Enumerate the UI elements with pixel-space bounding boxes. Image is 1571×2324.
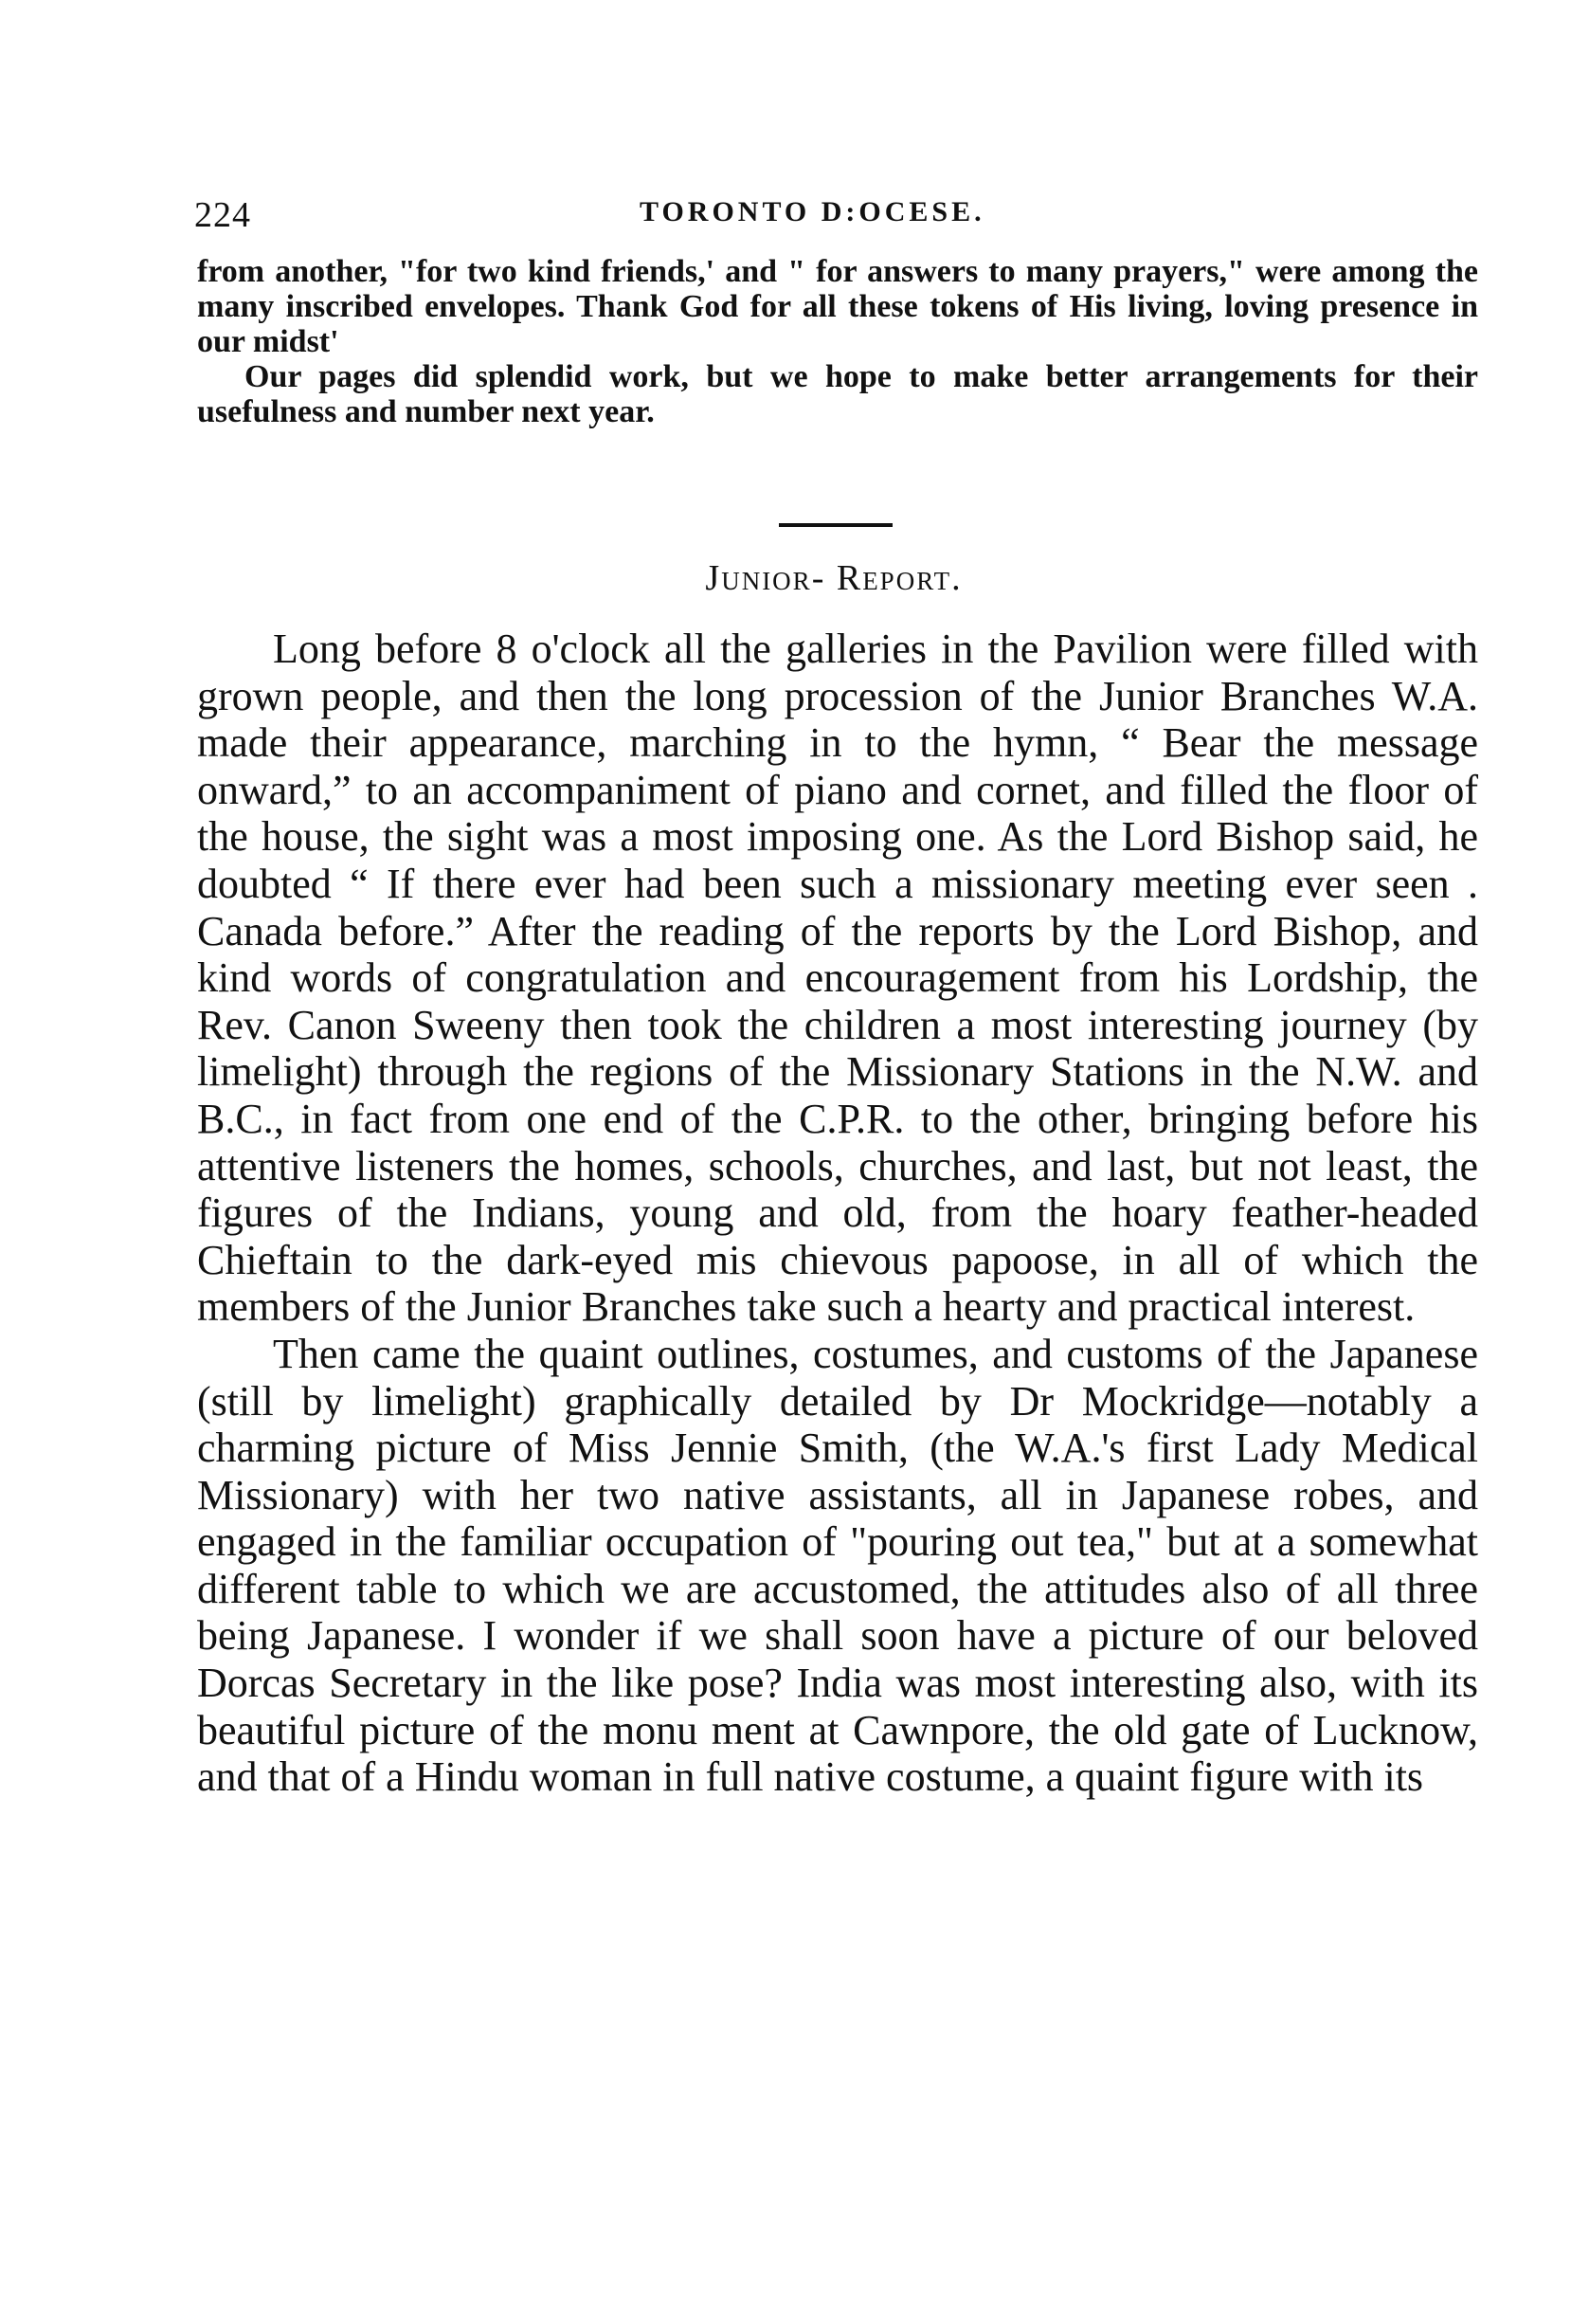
- section-body: [197, 626, 1478, 1801]
- running-title: TORONTO D:OCESE.: [640, 196, 985, 227]
- body-paragraph: Then came the quaint outlines, costumes, and customs of the Japanese (still by limelight) graphically detailed by Dr Mockridge—notably a charming picture of Miss Jennie Smith, (the W.A.'s first Lady Medical Missionary) with her two native assistants, all in Japanese robes, and engaged in the familiar occupation of "pouring out tea," but at a somewhat different table to which we are accustomed, the attitudes also of all three being Japanese. I wonder if we shall soon have a picture of our beloved Dorcas Secretary in the like pose? India was most interesting also, with its beautiful picture of the monu ment at Cawnpore, the old gate of Lucknow, and that of a Hindu woman in full native costume, a quaint figure with its: [197, 1330, 1478, 1801]
- running-head: [194, 194, 1483, 242]
- section-heading: Junior- Report.: [705, 558, 963, 598]
- section-divider: [779, 523, 893, 527]
- pages-paragraph: Our pages did splendid work, but we hope to make better arrangements for their usefulness and number next year.: [197, 359, 1478, 429]
- continued-text: [197, 254, 1478, 429]
- page-number: 224: [194, 195, 251, 235]
- continued-paragraph: from another, "for two kind friends,' and " for answers to many prayers," were among the many inscribed envelopes. Thank God for all these tokens of His living, loving presence in our midst': [197, 254, 1478, 359]
- body-paragraph: Long before 8 o'clock all the galleries in the Pavilion were filled with grown people, and then the long procession of the Junior Branches W.A. made their appearance, marching in to the hymn, “ Bear the message onward,” to an accompaniment of piano and cornet, and filled the floor of the house, the sight was a most imposing one. As the Lord Bishop said, he doubted “ If there ever had been such a missionary meeting ever seen . Canada before.” After the reading of the reports by the Lord Bishop, and kind words of congratulation and encouragement from his Lordship, the Rev. Canon Sweeny then took the children a most interesting journey (by limelight) through the regions of the Missionary Stations in the N.W. and B.C., in fact from one end of the C.P.R. to the other, bringing before his attentive listeners the homes, schools, churches, and last, but not least, the figures of the Indians, young and old, from the hoary feather-headed Chieftain to the dark-eyed mis chievous papoose, in all of which the members of the Junior Branches take such a hearty and practical interest.: [197, 626, 1478, 1331]
